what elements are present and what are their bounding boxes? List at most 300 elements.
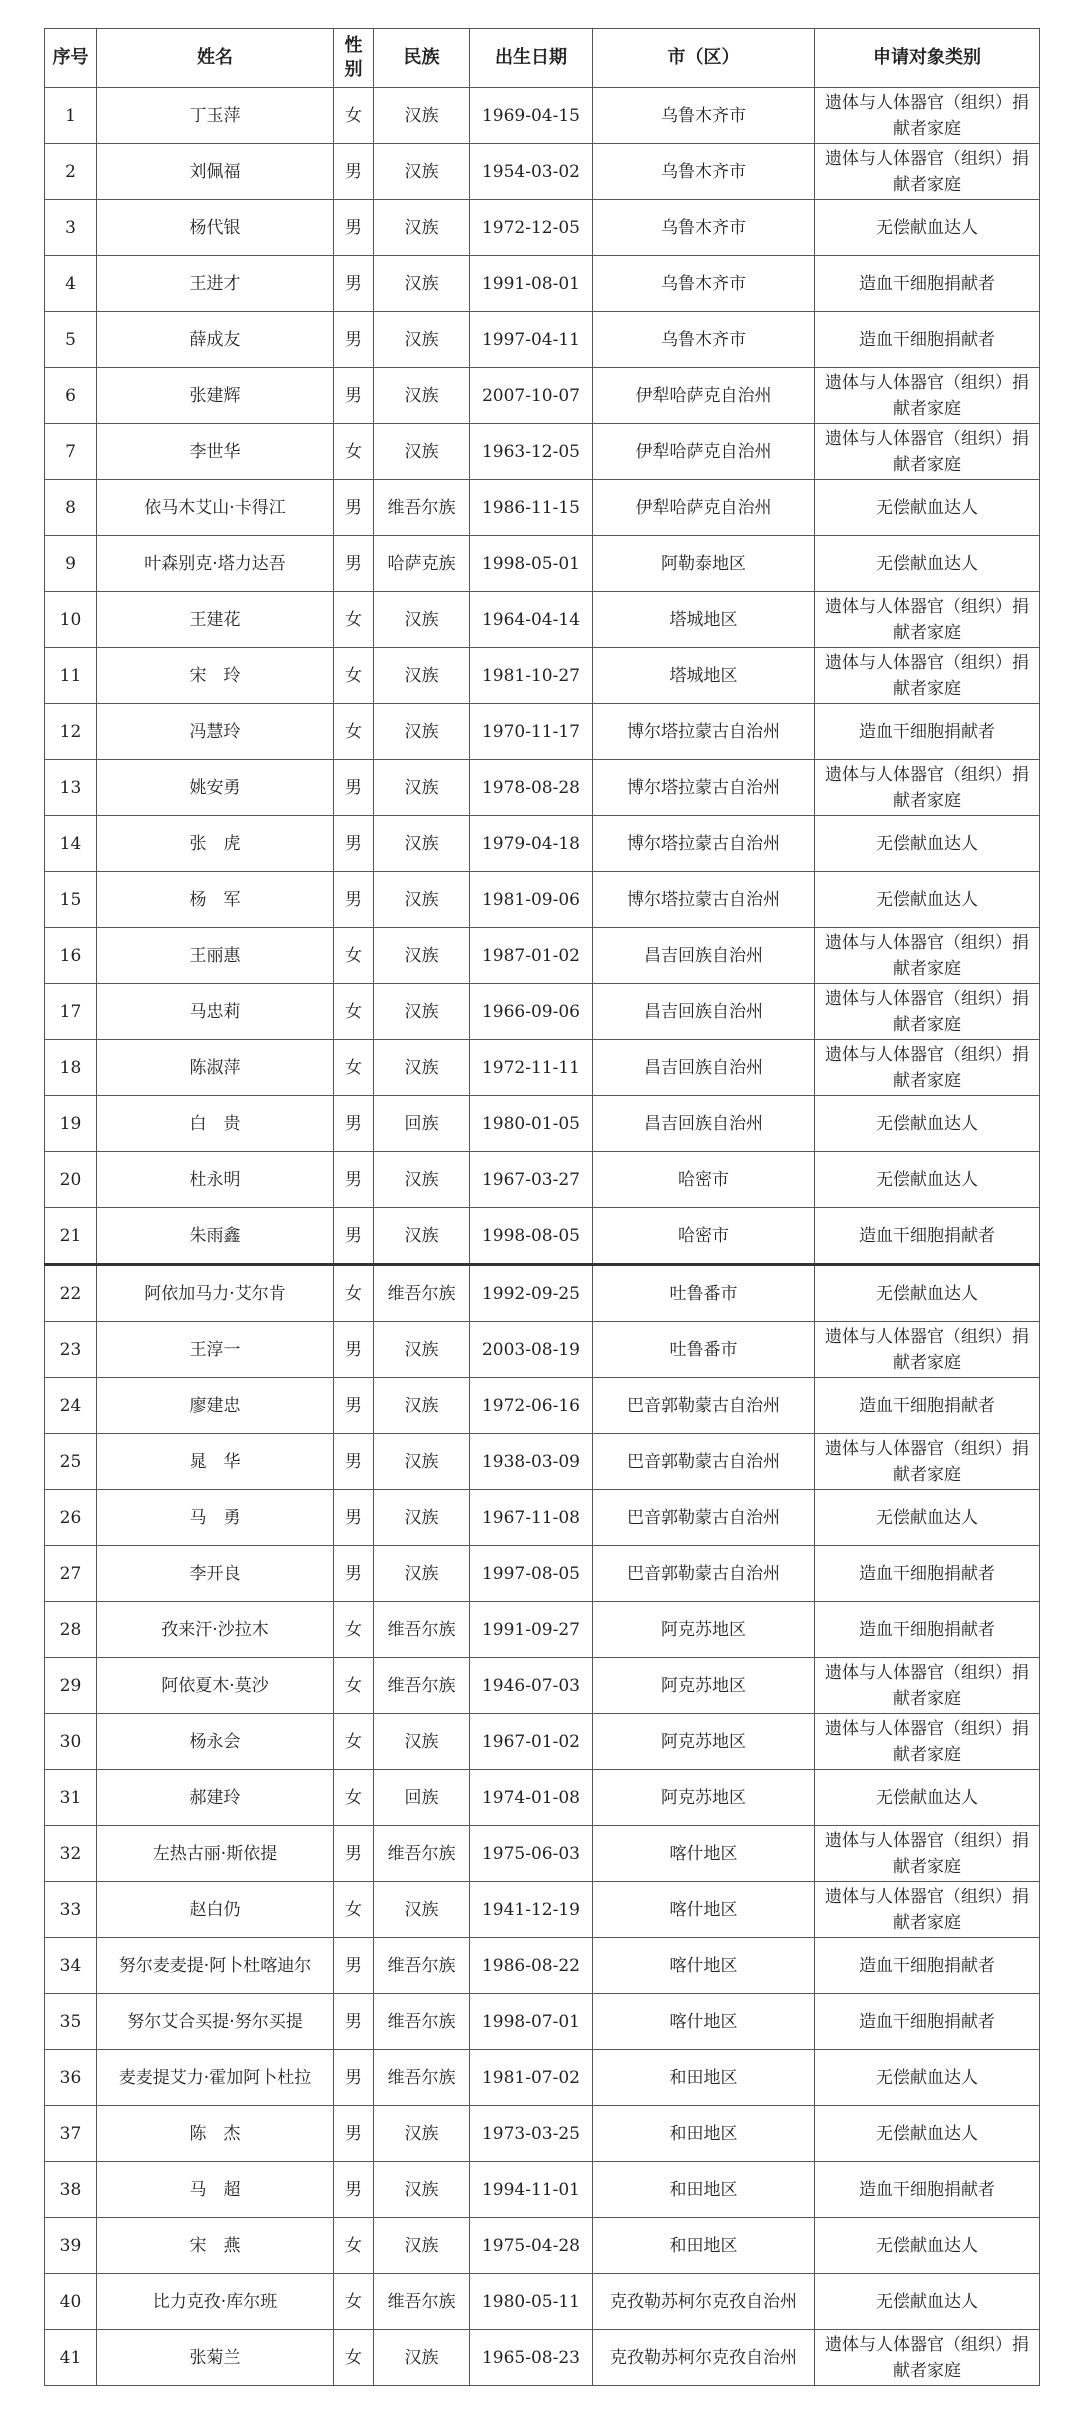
table-row (45, 760, 1040, 816)
cell-city: 阿克苏地区 (593, 1714, 815, 1770)
cell-gender: 男 (334, 480, 374, 536)
cell-ethnicity: 维吾尔族 (374, 1994, 470, 2050)
cell-city: 喀什地区 (593, 1826, 815, 1882)
cell-ethnicity: 汉族 (374, 1546, 470, 1602)
cell-category: 遗体与人体器官（组织）捐献者家庭 (815, 1434, 1040, 1490)
cell-ethnicity: 汉族 (374, 88, 470, 144)
cell-index: 3 (45, 200, 97, 256)
cell-city: 吐鲁番市 (593, 1322, 815, 1378)
table-row (45, 1378, 1040, 1434)
table-row (45, 1434, 1040, 1490)
cell-category: 造血干细胞捐献者 (815, 1546, 1040, 1602)
cell-ethnicity: 维吾尔族 (374, 2050, 470, 2106)
cell-category: 无偿献血达人 (815, 2274, 1040, 2330)
cell-city: 乌鲁木齐市 (593, 200, 815, 256)
cell-index: 13 (45, 760, 97, 816)
cell-birthdate: 1979-04-18 (470, 816, 593, 872)
cell-category: 无偿献血达人 (815, 200, 1040, 256)
cell-city: 乌鲁木齐市 (593, 88, 815, 144)
cell-ethnicity: 汉族 (374, 984, 470, 1040)
cell-city: 克孜勒苏柯尔克孜自治州 (593, 2274, 815, 2330)
cell-category: 无偿献血达人 (815, 816, 1040, 872)
cell-category: 无偿献血达人 (815, 480, 1040, 536)
cell-city: 巴音郭勒蒙古自治州 (593, 1490, 815, 1546)
cell-gender: 女 (334, 928, 374, 984)
cell-name: 薛成友 (97, 312, 334, 368)
cell-index: 4 (45, 256, 97, 312)
table-row (45, 1546, 1040, 1602)
cell-gender: 女 (334, 424, 374, 480)
cell-category: 遗体与人体器官（组织）捐献者家庭 (815, 368, 1040, 424)
cell-name: 刘佩福 (97, 144, 334, 200)
cell-category: 遗体与人体器官（组织）捐献者家庭 (815, 928, 1040, 984)
cell-name: 王丽惠 (97, 928, 334, 984)
table-row (45, 1265, 1040, 1322)
table-row (45, 816, 1040, 872)
table-row (45, 1714, 1040, 1770)
cell-ethnicity: 汉族 (374, 424, 470, 480)
table-row (45, 2330, 1040, 2386)
table-row (45, 1602, 1040, 1658)
table-row (45, 2050, 1040, 2106)
col-header-name: 姓名 (97, 29, 334, 88)
cell-index: 11 (45, 648, 97, 704)
cell-name: 冯慧玲 (97, 704, 334, 760)
cell-index: 2 (45, 144, 97, 200)
cell-name: 比力克孜·库尔班 (97, 2274, 334, 2330)
cell-city: 塔城地区 (593, 592, 815, 648)
cell-birthdate: 1991-09-27 (470, 1602, 593, 1658)
cell-category: 造血干细胞捐献者 (815, 312, 1040, 368)
cell-ethnicity: 汉族 (374, 368, 470, 424)
cell-index: 31 (45, 1770, 97, 1826)
cell-gender: 女 (334, 2274, 374, 2330)
table-row (45, 1096, 1040, 1152)
cell-gender: 男 (334, 1490, 374, 1546)
cell-gender: 女 (334, 704, 374, 760)
cell-ethnicity: 汉族 (374, 816, 470, 872)
cell-category: 造血干细胞捐献者 (815, 704, 1040, 760)
table-row (45, 2274, 1040, 2330)
cell-index: 27 (45, 1546, 97, 1602)
cell-birthdate: 1981-10-27 (470, 648, 593, 704)
cell-city: 巴音郭勒蒙古自治州 (593, 1546, 815, 1602)
cell-birthdate: 1991-08-01 (470, 256, 593, 312)
cell-category: 无偿献血达人 (815, 872, 1040, 928)
cell-index: 10 (45, 592, 97, 648)
cell-ethnicity: 汉族 (374, 592, 470, 648)
cell-birthdate: 1998-05-01 (470, 536, 593, 592)
cell-city: 昌吉回族自治州 (593, 1040, 815, 1096)
cell-category: 遗体与人体器官（组织）捐献者家庭 (815, 424, 1040, 480)
cell-index: 32 (45, 1826, 97, 1882)
cell-index: 9 (45, 536, 97, 592)
cell-city: 昌吉回族自治州 (593, 928, 815, 984)
cell-name: 朱雨鑫 (97, 1208, 334, 1265)
cell-name: 廖建忠 (97, 1378, 334, 1434)
cell-ethnicity: 汉族 (374, 2162, 470, 2218)
cell-gender: 男 (334, 2106, 374, 2162)
cell-category: 遗体与人体器官（组织）捐献者家庭 (815, 1826, 1040, 1882)
table-row (45, 1152, 1040, 1208)
cell-index: 15 (45, 872, 97, 928)
cell-ethnicity: 汉族 (374, 312, 470, 368)
table-row (45, 2106, 1040, 2162)
cell-city: 阿克苏地区 (593, 1658, 815, 1714)
cell-name: 张 虎 (97, 816, 334, 872)
cell-name: 杨代银 (97, 200, 334, 256)
cell-gender: 男 (334, 1322, 374, 1378)
cell-index: 29 (45, 1658, 97, 1714)
cell-index: 21 (45, 1208, 97, 1265)
cell-ethnicity: 汉族 (374, 928, 470, 984)
col-header-index: 序号 (45, 29, 97, 88)
cell-gender: 男 (334, 872, 374, 928)
cell-index: 28 (45, 1602, 97, 1658)
table-row (45, 1490, 1040, 1546)
cell-birthdate: 1975-06-03 (470, 1826, 593, 1882)
cell-gender: 男 (334, 1994, 374, 2050)
cell-city: 喀什地区 (593, 1882, 815, 1938)
table-row (45, 1658, 1040, 1714)
cell-category: 无偿献血达人 (815, 536, 1040, 592)
cell-city: 伊犁哈萨克自治州 (593, 368, 815, 424)
cell-ethnicity: 维吾尔族 (374, 1658, 470, 1714)
cell-ethnicity: 汉族 (374, 760, 470, 816)
cell-gender: 女 (334, 1658, 374, 1714)
col-header-birthdate: 出生日期 (470, 29, 593, 88)
cell-ethnicity: 汉族 (374, 144, 470, 200)
cell-ethnicity: 汉族 (374, 2218, 470, 2274)
cell-ethnicity: 维吾尔族 (374, 1938, 470, 1994)
cell-city: 阿克苏地区 (593, 1602, 815, 1658)
cell-birthdate: 1970-11-17 (470, 704, 593, 760)
cell-index: 34 (45, 1938, 97, 1994)
cell-city: 昌吉回族自治州 (593, 984, 815, 1040)
cell-name: 麦麦提艾力·霍加阿卜杜拉 (97, 2050, 334, 2106)
cell-birthdate: 1938-03-09 (470, 1434, 593, 1490)
cell-city: 博尔塔拉蒙古自治州 (593, 816, 815, 872)
cell-gender: 男 (334, 760, 374, 816)
table-row (45, 1770, 1040, 1826)
cell-category: 遗体与人体器官（组织）捐献者家庭 (815, 1040, 1040, 1096)
cell-birthdate: 1987-01-02 (470, 928, 593, 984)
cell-ethnicity: 维吾尔族 (374, 480, 470, 536)
cell-gender: 男 (334, 536, 374, 592)
cell-ethnicity: 汉族 (374, 1322, 470, 1378)
cell-birthdate: 1969-04-15 (470, 88, 593, 144)
cell-name: 郝建玲 (97, 1770, 334, 1826)
cell-index: 1 (45, 88, 97, 144)
cell-gender: 女 (334, 1602, 374, 1658)
cell-gender: 男 (334, 312, 374, 368)
table-row (45, 88, 1040, 144)
cell-ethnicity: 汉族 (374, 1378, 470, 1434)
cell-name: 努尔艾合买提·努尔买提 (97, 1994, 334, 2050)
cell-city: 和田地区 (593, 2218, 815, 2274)
cell-ethnicity: 汉族 (374, 1152, 470, 1208)
cell-city: 和田地区 (593, 2050, 815, 2106)
table-header-row (45, 29, 1040, 88)
cell-gender: 男 (334, 1434, 374, 1490)
cell-name: 杨永会 (97, 1714, 334, 1770)
table-row (45, 1040, 1040, 1096)
cell-ethnicity: 汉族 (374, 2330, 470, 2386)
applicant-table-container (44, 28, 1039, 2386)
table-row (45, 1938, 1040, 1994)
cell-birthdate: 1981-09-06 (470, 872, 593, 928)
cell-gender: 女 (334, 592, 374, 648)
cell-name: 左热古丽·斯依提 (97, 1826, 334, 1882)
cell-birthdate: 1964-04-14 (470, 592, 593, 648)
cell-birthdate: 1967-01-02 (470, 1714, 593, 1770)
cell-index: 26 (45, 1490, 97, 1546)
cell-category: 无偿献血达人 (815, 2106, 1040, 2162)
cell-birthdate: 1972-11-11 (470, 1040, 593, 1096)
cell-category: 无偿献血达人 (815, 1265, 1040, 1322)
cell-index: 33 (45, 1882, 97, 1938)
cell-birthdate: 1997-08-05 (470, 1546, 593, 1602)
cell-birthdate: 1998-07-01 (470, 1994, 593, 2050)
table-row (45, 368, 1040, 424)
cell-ethnicity: 汉族 (374, 1434, 470, 1490)
cell-gender: 男 (334, 1096, 374, 1152)
cell-gender: 男 (334, 1546, 374, 1602)
cell-gender: 男 (334, 816, 374, 872)
cell-birthdate: 1972-12-05 (470, 200, 593, 256)
cell-gender: 男 (334, 368, 374, 424)
cell-ethnicity: 汉族 (374, 872, 470, 928)
applicant-table (44, 28, 1040, 2386)
cell-category: 造血干细胞捐献者 (815, 2162, 1040, 2218)
cell-city: 博尔塔拉蒙古自治州 (593, 872, 815, 928)
cell-name: 王建花 (97, 592, 334, 648)
cell-category: 造血干细胞捐献者 (815, 1378, 1040, 1434)
cell-index: 23 (45, 1322, 97, 1378)
cell-city: 喀什地区 (593, 1938, 815, 1994)
table-row (45, 2162, 1040, 2218)
cell-city: 阿克苏地区 (593, 1770, 815, 1826)
cell-birthdate: 1975-04-28 (470, 2218, 593, 2274)
cell-gender: 女 (334, 648, 374, 704)
cell-ethnicity: 汉族 (374, 1882, 470, 1938)
cell-name: 晁 华 (97, 1434, 334, 1490)
cell-category: 遗体与人体器官（组织）捐献者家庭 (815, 88, 1040, 144)
cell-index: 38 (45, 2162, 97, 2218)
table-row (45, 648, 1040, 704)
cell-birthdate: 1966-09-06 (470, 984, 593, 1040)
cell-index: 19 (45, 1096, 97, 1152)
cell-name: 杨 军 (97, 872, 334, 928)
cell-ethnicity: 汉族 (374, 2106, 470, 2162)
cell-index: 36 (45, 2050, 97, 2106)
cell-name: 马 超 (97, 2162, 334, 2218)
cell-gender: 女 (334, 1770, 374, 1826)
cell-name: 杜永明 (97, 1152, 334, 1208)
table-row (45, 704, 1040, 760)
cell-index: 30 (45, 1714, 97, 1770)
cell-birthdate: 1980-05-11 (470, 2274, 593, 2330)
cell-category: 遗体与人体器官（组织）捐献者家庭 (815, 2330, 1040, 2386)
cell-name: 孜来汗·沙拉木 (97, 1602, 334, 1658)
cell-name: 马 勇 (97, 1490, 334, 1546)
cell-index: 7 (45, 424, 97, 480)
cell-birthdate: 1963-12-05 (470, 424, 593, 480)
cell-gender: 男 (334, 200, 374, 256)
cell-gender: 男 (334, 1378, 374, 1434)
cell-birthdate: 1967-11-08 (470, 1490, 593, 1546)
table-row (45, 2218, 1040, 2274)
col-header-category: 申请对象类别 (815, 29, 1040, 88)
col-header-gender: 性别 (334, 29, 374, 88)
cell-name: 宋 玲 (97, 648, 334, 704)
cell-birthdate: 1972-06-16 (470, 1378, 593, 1434)
table-row (45, 928, 1040, 984)
table-row (45, 872, 1040, 928)
cell-gender: 男 (334, 1152, 374, 1208)
cell-category: 无偿献血达人 (815, 1152, 1040, 1208)
cell-name: 努尔麦麦提·阿卜杜喀迪尔 (97, 1938, 334, 1994)
cell-category: 无偿献血达人 (815, 1096, 1040, 1152)
cell-birthdate: 1980-01-05 (470, 1096, 593, 1152)
cell-ethnicity: 汉族 (374, 1714, 470, 1770)
cell-index: 18 (45, 1040, 97, 1096)
cell-gender: 男 (334, 1938, 374, 1994)
table-row (45, 1882, 1040, 1938)
cell-ethnicity: 汉族 (374, 648, 470, 704)
cell-city: 吐鲁番市 (593, 1265, 815, 1322)
cell-name: 王淳一 (97, 1322, 334, 1378)
cell-ethnicity: 维吾尔族 (374, 1826, 470, 1882)
table-row (45, 536, 1040, 592)
table-row (45, 1994, 1040, 2050)
cell-city: 乌鲁木齐市 (593, 312, 815, 368)
cell-category: 遗体与人体器官（组织）捐献者家庭 (815, 592, 1040, 648)
cell-city: 哈密市 (593, 1152, 815, 1208)
cell-index: 24 (45, 1378, 97, 1434)
cell-birthdate: 1986-08-22 (470, 1938, 593, 1994)
cell-index: 40 (45, 2274, 97, 2330)
cell-birthdate: 2003-08-19 (470, 1322, 593, 1378)
cell-index: 5 (45, 312, 97, 368)
cell-category: 无偿献血达人 (815, 2218, 1040, 2274)
cell-name: 阿依加马力·艾尔肯 (97, 1265, 334, 1322)
cell-category: 造血干细胞捐献者 (815, 256, 1040, 312)
cell-name: 马忠莉 (97, 984, 334, 1040)
cell-birthdate: 1998-08-05 (470, 1208, 593, 1265)
cell-gender: 女 (334, 88, 374, 144)
cell-birthdate: 1981-07-02 (470, 2050, 593, 2106)
cell-gender: 男 (334, 2162, 374, 2218)
cell-birthdate: 1992-09-25 (470, 1265, 593, 1322)
cell-ethnicity: 维吾尔族 (374, 1602, 470, 1658)
cell-index: 35 (45, 1994, 97, 2050)
cell-ethnicity: 汉族 (374, 704, 470, 760)
cell-city: 昌吉回族自治州 (593, 1096, 815, 1152)
cell-gender: 女 (334, 984, 374, 1040)
cell-city: 喀什地区 (593, 1994, 815, 2050)
table-row (45, 256, 1040, 312)
cell-city: 乌鲁木齐市 (593, 144, 815, 200)
cell-gender: 女 (334, 1882, 374, 1938)
cell-index: 17 (45, 984, 97, 1040)
cell-name: 陈淑萍 (97, 1040, 334, 1096)
cell-category: 遗体与人体器官（组织）捐献者家庭 (815, 1882, 1040, 1938)
cell-birthdate: 1973-03-25 (470, 2106, 593, 2162)
cell-name: 赵白仍 (97, 1882, 334, 1938)
col-header-ethnicity: 民族 (374, 29, 470, 88)
table-row (45, 312, 1040, 368)
cell-index: 25 (45, 1434, 97, 1490)
cell-name: 姚安勇 (97, 760, 334, 816)
cell-ethnicity: 汉族 (374, 256, 470, 312)
cell-ethnicity: 维吾尔族 (374, 2274, 470, 2330)
cell-name: 宋 燕 (97, 2218, 334, 2274)
cell-city: 伊犁哈萨克自治州 (593, 480, 815, 536)
cell-name: 陈 杰 (97, 2106, 334, 2162)
cell-city: 哈密市 (593, 1208, 815, 1265)
table-row (45, 1322, 1040, 1378)
cell-ethnicity: 回族 (374, 1770, 470, 1826)
cell-index: 12 (45, 704, 97, 760)
cell-city: 和田地区 (593, 2162, 815, 2218)
cell-gender: 男 (334, 1826, 374, 1882)
cell-city: 乌鲁木齐市 (593, 256, 815, 312)
cell-birthdate: 1954-03-02 (470, 144, 593, 200)
table-row (45, 200, 1040, 256)
table-row (45, 1826, 1040, 1882)
cell-category: 遗体与人体器官（组织）捐献者家庭 (815, 648, 1040, 704)
cell-gender: 女 (334, 2330, 374, 2386)
cell-name: 白 贵 (97, 1096, 334, 1152)
cell-ethnicity: 哈萨克族 (374, 536, 470, 592)
cell-name: 阿依夏木·莫沙 (97, 1658, 334, 1714)
cell-city: 塔城地区 (593, 648, 815, 704)
table-row (45, 592, 1040, 648)
cell-birthdate: 1965-08-23 (470, 2330, 593, 2386)
cell-gender: 女 (334, 1714, 374, 1770)
cell-ethnicity: 汉族 (374, 1490, 470, 1546)
table-body (45, 88, 1040, 2386)
table-row (45, 1208, 1040, 1265)
cell-birthdate: 1997-04-11 (470, 312, 593, 368)
table-row (45, 984, 1040, 1040)
cell-category: 遗体与人体器官（组织）捐献者家庭 (815, 760, 1040, 816)
cell-city: 阿勒泰地区 (593, 536, 815, 592)
cell-birthdate: 1946-07-03 (470, 1658, 593, 1714)
cell-city: 伊犁哈萨克自治州 (593, 424, 815, 480)
cell-birthdate: 1967-03-27 (470, 1152, 593, 1208)
cell-name: 张菊兰 (97, 2330, 334, 2386)
cell-category: 遗体与人体器官（组织）捐献者家庭 (815, 144, 1040, 200)
cell-gender: 女 (334, 2218, 374, 2274)
cell-category: 无偿献血达人 (815, 1490, 1040, 1546)
cell-ethnicity: 汉族 (374, 200, 470, 256)
cell-gender: 男 (334, 2050, 374, 2106)
cell-city: 和田地区 (593, 2106, 815, 2162)
cell-index: 39 (45, 2218, 97, 2274)
cell-ethnicity: 回族 (374, 1096, 470, 1152)
cell-category: 造血干细胞捐献者 (815, 1994, 1040, 2050)
table-row (45, 480, 1040, 536)
col-header-city: 市（区） (593, 29, 815, 88)
cell-ethnicity: 汉族 (374, 1040, 470, 1096)
cell-index: 6 (45, 368, 97, 424)
table-row (45, 144, 1040, 200)
cell-ethnicity: 维吾尔族 (374, 1265, 470, 1322)
cell-city: 克孜勒苏柯尔克孜自治州 (593, 2330, 815, 2386)
cell-index: 14 (45, 816, 97, 872)
